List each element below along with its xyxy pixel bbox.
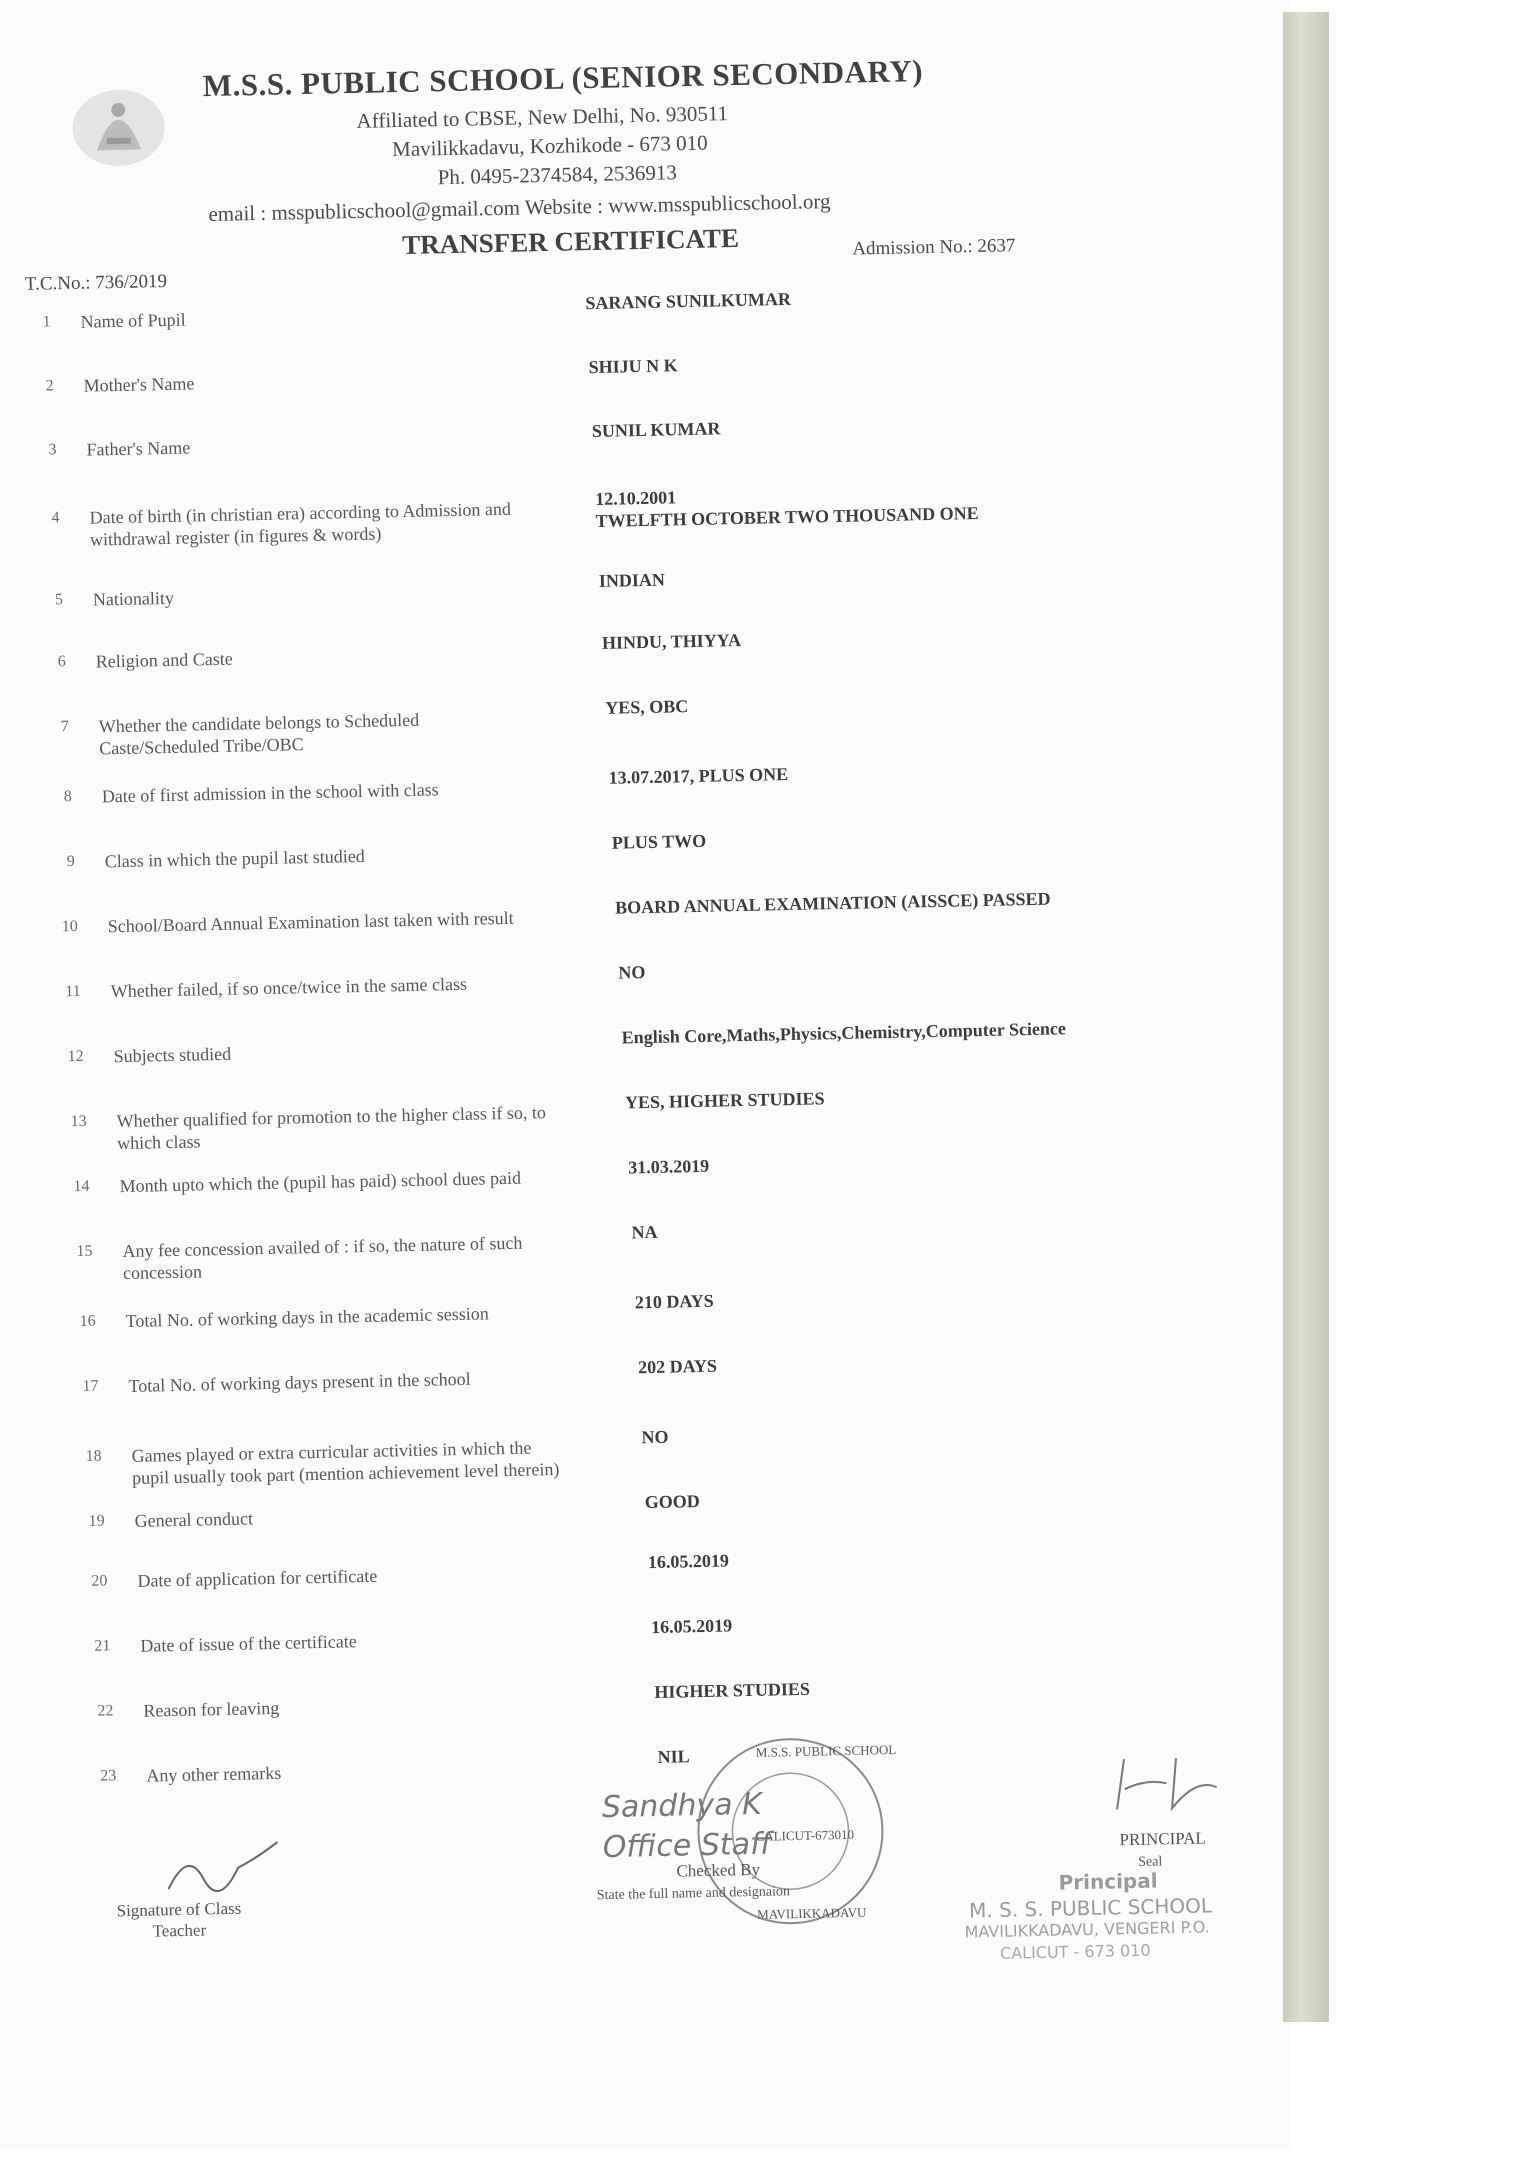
principal-stamp-title: Principal bbox=[1058, 1868, 1158, 1895]
row-value: NA bbox=[631, 1221, 658, 1243]
row-label: Nationality bbox=[92, 587, 175, 610]
school-address: Mavilikkadavu, Kozhikode - 673 010 bbox=[391, 130, 708, 162]
round-seal-bottom-text: MAVILIKKADAVU bbox=[757, 1904, 867, 1922]
row-label: Whether failed, if so once/twice in the same class bbox=[110, 973, 468, 1002]
row-number: 15 bbox=[76, 1242, 93, 1261]
row-label: Total No. of working days present in the school bbox=[128, 1368, 471, 1396]
row-value: SUNIL KUMAR bbox=[591, 418, 721, 442]
row-number: 6 bbox=[57, 653, 66, 671]
row-label: Subjects studied bbox=[113, 1043, 232, 1067]
row-label: Date of birth (in christian era) according to Admission and withdrawal register (in figures & words) bbox=[89, 498, 512, 550]
row-label: Religion and Caste bbox=[95, 648, 233, 672]
row-value: 13.07.2017, PLUS ONE bbox=[608, 764, 789, 788]
row-value: HINDU, THIYYA bbox=[601, 629, 742, 653]
row-label: Father's Name bbox=[86, 437, 191, 460]
row-value: YES, HIGHER STUDIES bbox=[624, 1088, 825, 1113]
row-label: Any fee concession availed of : if so, the nature of such concession bbox=[122, 1232, 523, 1284]
row-number: 8 bbox=[63, 788, 72, 806]
row-value: 16.05.2019 bbox=[647, 1550, 730, 1573]
row-label: Date of first admission in the school with class bbox=[101, 779, 439, 807]
school-name: M.S.S. PUBLIC SCHOOL (SENIOR SECONDARY) bbox=[202, 53, 924, 104]
row-number: 20 bbox=[91, 1572, 108, 1590]
row-label: Class in which the pupil last studied bbox=[104, 845, 365, 872]
row-label: School/Board Annual Examination last taken with result bbox=[107, 907, 514, 937]
admission-number: Admission No.: 2637 bbox=[852, 235, 1016, 260]
row-number: 1 bbox=[42, 313, 51, 331]
checked-by-handwritten: Sandhya K Office Staff bbox=[601, 1786, 773, 1866]
row-number: 11 bbox=[65, 982, 81, 1001]
row-value: 16.05.2019 bbox=[650, 1615, 733, 1638]
principal-label: PRINCIPAL bbox=[1119, 1828, 1207, 1850]
row-value: 12.10.2001 bbox=[594, 487, 677, 509]
row-label: Total No. of working days in the academic session bbox=[125, 1303, 489, 1332]
seal-label: Seal bbox=[1138, 1854, 1163, 1870]
row-value: NO bbox=[641, 1426, 669, 1448]
round-seal-center-text: CALICUT-673010 bbox=[755, 1826, 855, 1844]
row-label: Whether the candidate belongs to Scheduled Caste/Scheduled Tribe/OBC bbox=[98, 709, 420, 759]
row-label: Mother's Name bbox=[83, 373, 195, 396]
round-seal-top-text: M.S.S. PUBLIC SCHOOL bbox=[755, 1741, 897, 1760]
row-value-words: TWELFTH OCTOBER TWO THOUSAND ONE bbox=[595, 502, 979, 531]
row-value: SARANG SUNILKUMAR bbox=[585, 288, 792, 314]
checked-by-note: State the full name and designaion bbox=[596, 1884, 791, 1904]
row-value: English Core,Maths,Physics,Chemistry,Computer Science bbox=[621, 1018, 1067, 1048]
row-number: 2 bbox=[45, 377, 54, 395]
row-number: 14 bbox=[73, 1177, 90, 1196]
row-number: 4 bbox=[51, 509, 60, 527]
row-number: 23 bbox=[100, 1767, 117, 1785]
row-number: 12 bbox=[67, 1047, 84, 1066]
tc-number: T.C.No.: 736/2019 bbox=[24, 270, 168, 295]
row-label: Reason for leaving bbox=[143, 1697, 280, 1721]
row-value: GOOD bbox=[644, 1491, 700, 1513]
row-number: 19 bbox=[88, 1512, 105, 1530]
row-value: BOARD ANNUAL EXAMINATION (AISSCE) PASSED bbox=[614, 888, 1051, 918]
row-number: 16 bbox=[79, 1312, 96, 1330]
row-number: 5 bbox=[54, 591, 64, 609]
school-phone: Ph. 0495-2374584, 2536913 bbox=[437, 160, 678, 190]
row-value: 210 DAYS bbox=[634, 1290, 714, 1313]
row-value: HIGHER STUDIES bbox=[654, 1678, 811, 1703]
row-number: 3 bbox=[48, 441, 57, 459]
row-number: 13 bbox=[70, 1112, 87, 1131]
row-label: General conduct bbox=[134, 1508, 254, 1531]
class-teacher-signature bbox=[157, 1837, 288, 1900]
row-value: PLUS TWO bbox=[611, 830, 707, 853]
principal-stamp-address: MAVILIKKADAVU, VENGERI P.O. bbox=[964, 1917, 1210, 1942]
row-number: 21 bbox=[94, 1637, 111, 1655]
row-label: Games played or extra curricular activities in which the pupil usually took part (mention achievement level therein) bbox=[131, 1437, 560, 1488]
row-number: 10 bbox=[61, 917, 78, 936]
row-number: 17 bbox=[82, 1377, 99, 1395]
principal-stamp-school: M. S. S. PUBLIC SCHOOL bbox=[968, 1893, 1213, 1923]
row-label: Date of issue of the certificate bbox=[140, 1631, 357, 1656]
row-label: Name of Pupil bbox=[80, 309, 186, 332]
row-label: Whether qualified for promotion to the higher class if so, to which class bbox=[116, 1102, 547, 1154]
principal-stamp-city: CALICUT - 673 010 bbox=[999, 1940, 1151, 1963]
school-affiliation: Affiliated to CBSE, New Delhi, No. 930511 bbox=[356, 101, 729, 133]
row-number: 7 bbox=[60, 718, 69, 736]
class-teacher-label: Signature of Class Teacher bbox=[116, 1898, 242, 1941]
row-value: 31.03.2019 bbox=[627, 1155, 710, 1178]
row-label: Date of application for certificate bbox=[137, 1565, 378, 1591]
row-label: Month upto which the (pupil has paid) school dues paid bbox=[119, 1167, 522, 1197]
row-value: YES, OBC bbox=[605, 696, 689, 718]
row-number: 9 bbox=[66, 852, 75, 871]
checked-by-label: Checked By bbox=[676, 1859, 761, 1881]
row-number: 18 bbox=[85, 1447, 102, 1465]
principal-signature bbox=[1106, 1747, 1237, 1820]
row-value: NIL bbox=[657, 1746, 690, 1767]
school-contact: email : msspublicschool@gmail.com Website : www.msspublicschool.org bbox=[208, 189, 831, 227]
row-value: NO bbox=[618, 962, 646, 983]
document-title: TRANSFER CERTIFICATE bbox=[401, 222, 740, 260]
row-value: SHIJU N K bbox=[588, 355, 678, 378]
row-number: 22 bbox=[97, 1702, 114, 1720]
row-value: 202 DAYS bbox=[637, 1355, 718, 1378]
school-logo-icon bbox=[66, 79, 173, 171]
row-label: Any other remarks bbox=[146, 1762, 282, 1786]
row-value: INDIAN bbox=[598, 569, 666, 591]
